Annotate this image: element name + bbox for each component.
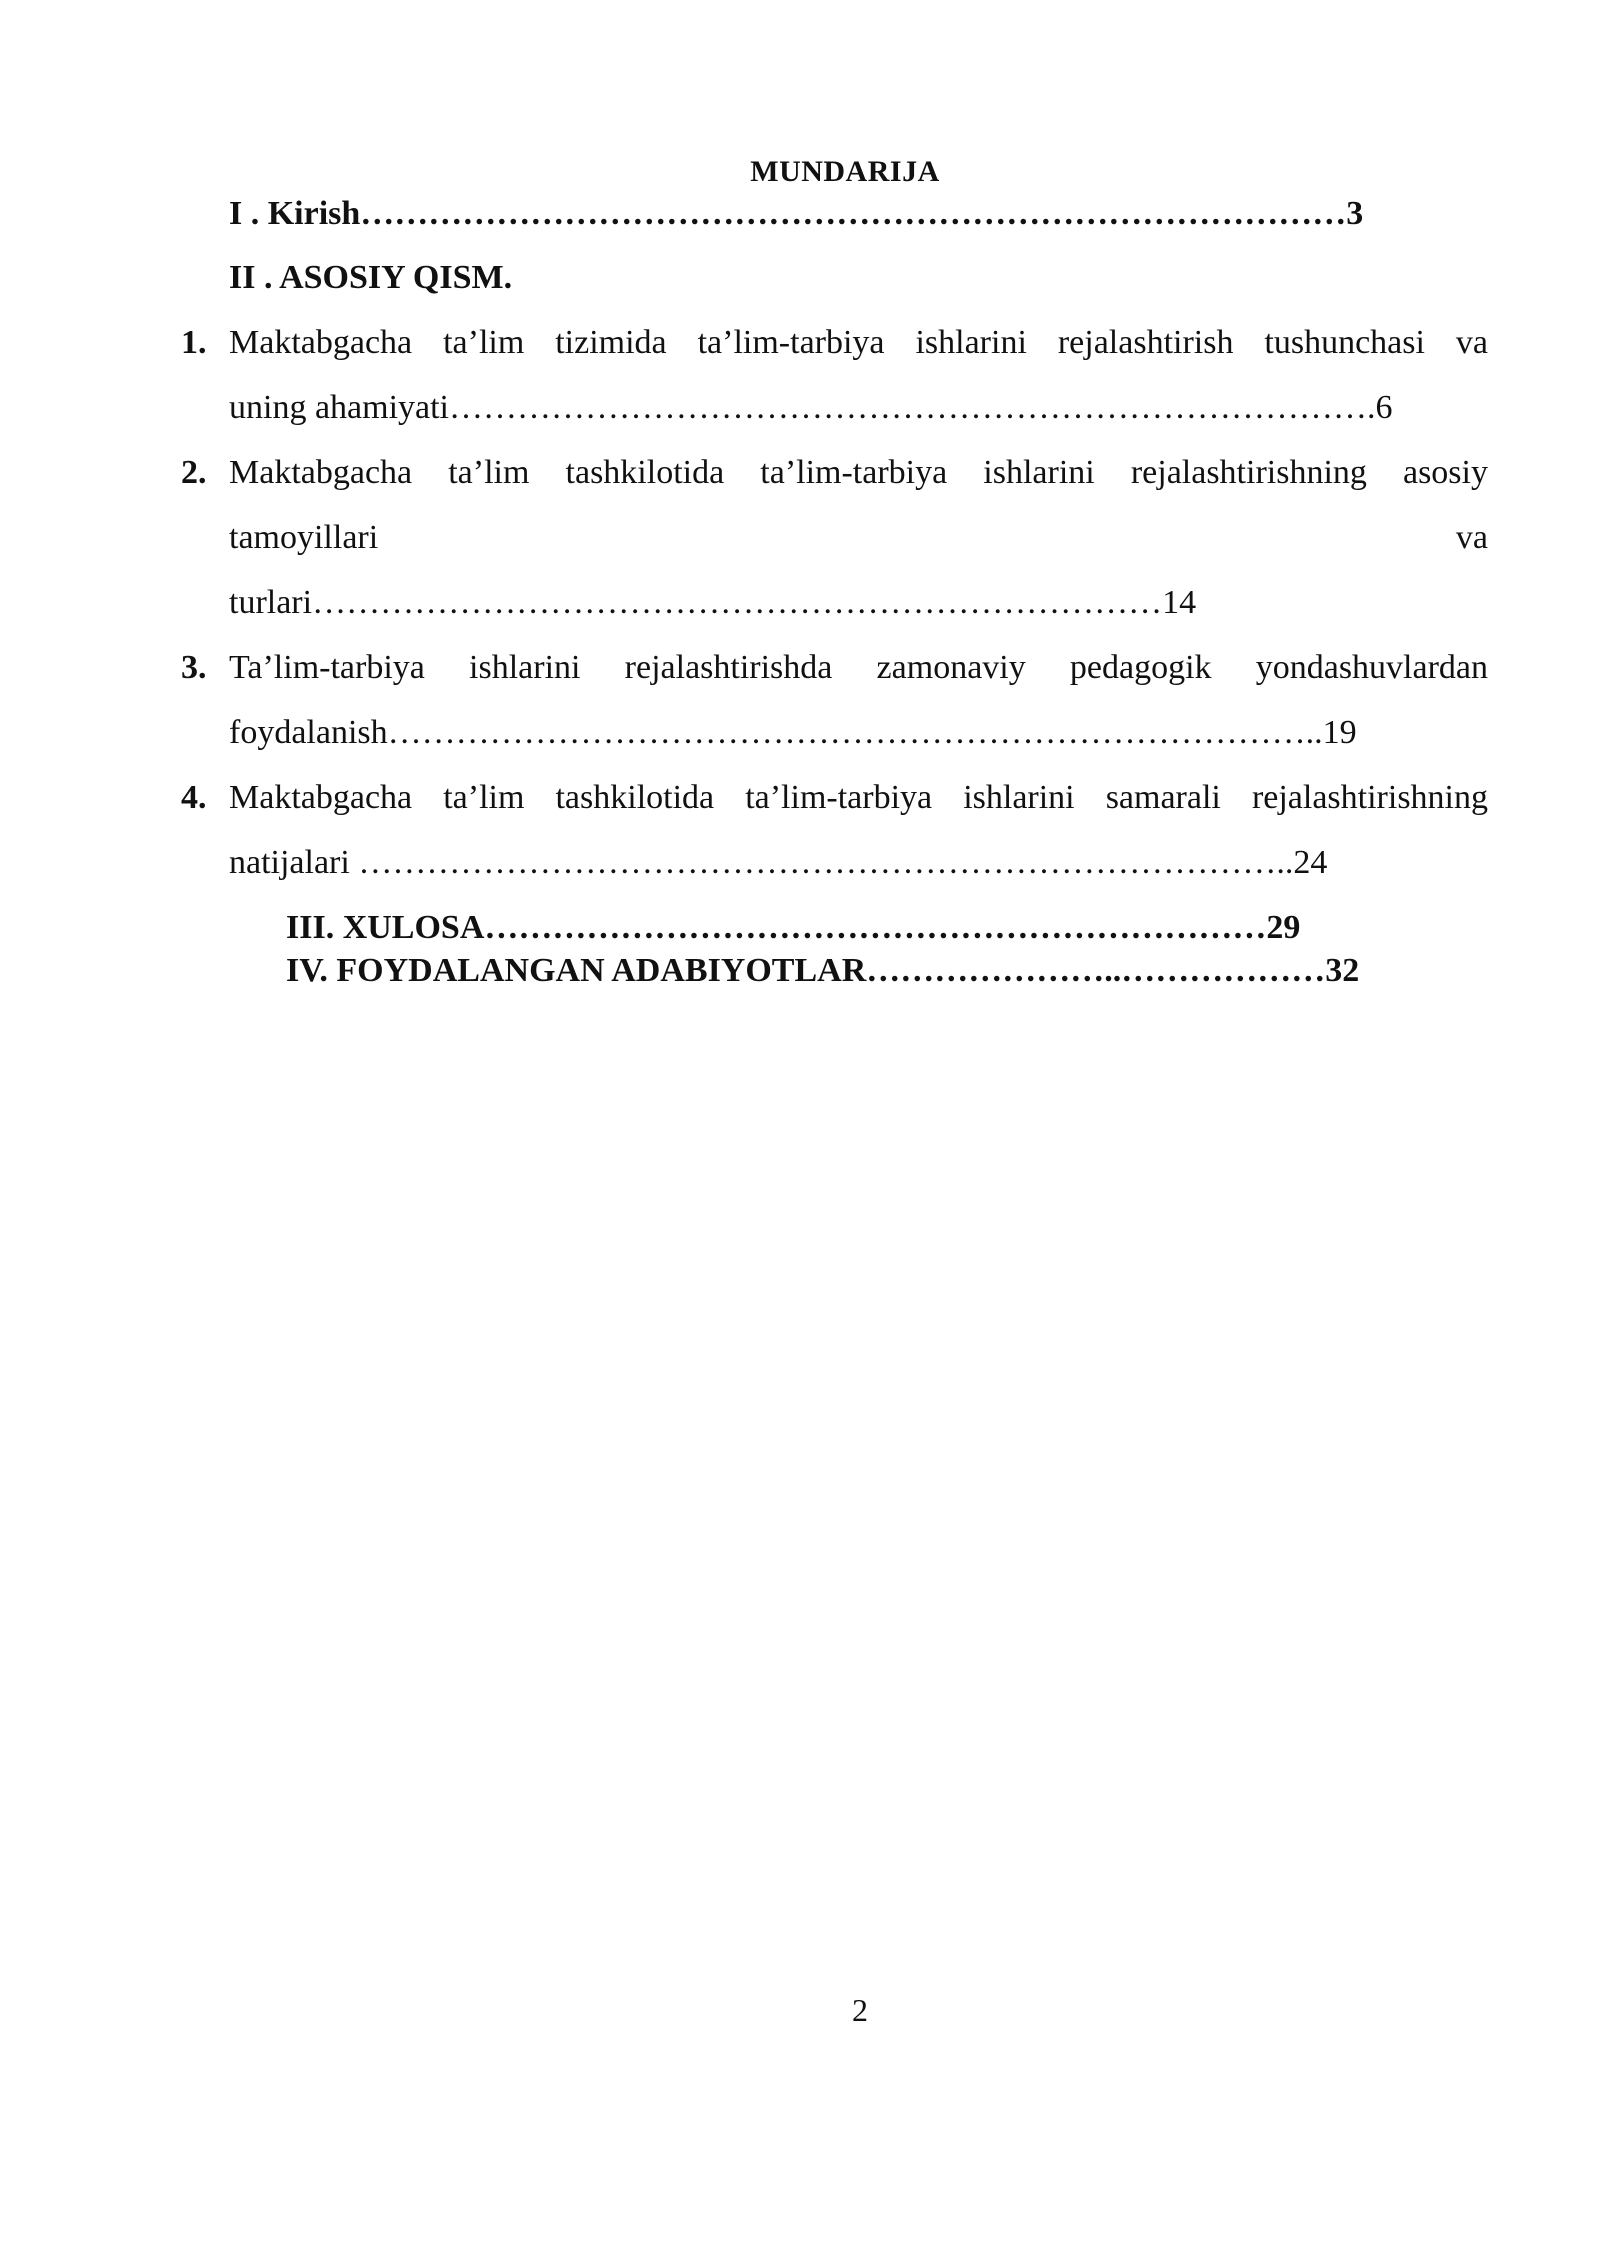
toc-item-2-line-2-right: va	[1455, 519, 1488, 556]
page-number: 2	[852, 1992, 868, 2028]
toc-item-number-2: 2.	[181, 454, 207, 491]
toc-item-2-line-3: turlari…………………………………………………………………14	[229, 584, 1197, 621]
toc-item-3-line-1: Ta’lim-tarbiya ishlarini rejalashtirishda zamonaviy pedagogik yondashuvlardan	[229, 649, 1488, 686]
toc-item-4-line-1: Maktabgacha ta’lim tashkilotida ta’lim-tarbiya ishlarini samarali rejalashtirishning	[229, 779, 1488, 816]
toc-title: MUNDARIJA	[750, 155, 940, 188]
toc-entry-kirish: I . Kirish……………………………………………………………………………3	[229, 195, 1364, 232]
toc-item-2-line-1: Maktabgacha ta’lim tashkilotida ta’lim-tarbiya ishlarini rejalashtirishning asosiy	[229, 454, 1488, 491]
toc-item-4-line-2: natijalari ………………………………………………………………………..24	[229, 844, 1328, 881]
toc-item-number-1: 1.	[181, 324, 207, 361]
toc-item-2-line-2-left: tamoyillari	[229, 519, 379, 556]
toc-item-2-line-2	[229, 518, 1488, 558]
toc-entry-asosiy-qism: II . ASOSIY QISM.	[229, 259, 513, 296]
toc-item-1-line-2: uning ahamiyati……………………………………………………………………….6	[229, 389, 1393, 426]
toc-item-1-line-1: Maktabgacha ta’lim tizimida ta’lim-tarbiya ishlarini rejalashtirish tushunchasi va	[229, 324, 1488, 361]
toc-item-number-4: 4.	[181, 779, 207, 816]
toc-item-number-3: 3.	[181, 649, 207, 686]
toc-item-3-line-2: foydalanish………………………………………………………………………..19	[229, 714, 1357, 751]
toc-entry-adabiyotlar: IV. FOYDALANGAN ADABIYOTLAR…………………..………………32	[286, 952, 1360, 989]
toc-entry-xulosa: III. XULOSA……………………………………………………………29	[286, 909, 1301, 946]
